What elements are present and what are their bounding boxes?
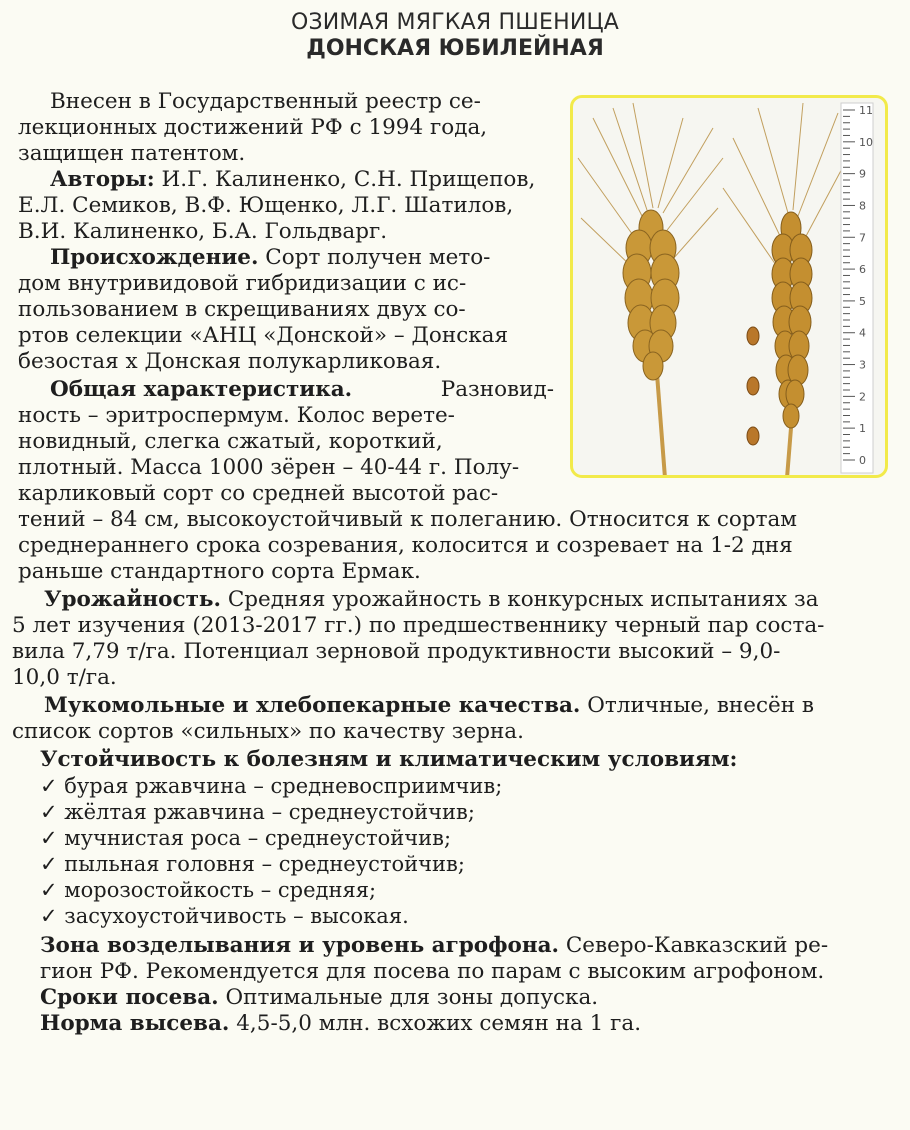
yield-line-4: 10,0 т/га. [12, 665, 117, 690]
intro-line-3: защищен патентом. [18, 141, 246, 166]
resistance-heading: Устойчивость к болезням и климатическим условиям: [40, 747, 738, 772]
resistance-item: ✓ пыльная головня – среднеустойчив; [40, 852, 465, 876]
zone-heading: Зона возделывания и уровень агрофона. [40, 933, 560, 958]
resistance-item: ✓ мучнистая роса – среднеустойчив; [40, 826, 452, 850]
wheat-photo [570, 95, 888, 478]
origin-line-4: ртов селекции «АНЦ «Донской» – Донская [18, 323, 509, 348]
wheat-ears-illustration [573, 98, 885, 475]
yield-line-1: Урожайность. Средняя урожайность в конкурсных испытаниях за [44, 587, 819, 612]
baking-line-2: список сортов «сильных» по качеству зерна. [12, 719, 524, 744]
sowing-time-heading: Сроки посева. [40, 985, 219, 1010]
resistance-item: ✓ бурая ржавчина – средневосприимчив; [40, 774, 503, 798]
general-heading: Общая характеристика. [50, 377, 353, 402]
general-line-6: тений – 84 см, высокоустойчивый к полеганию. Относится к сортам [18, 507, 798, 532]
yield-line-3: вила 7,79 т/га. Потенциал зерновой продуктивности высокий – 9,0- [12, 639, 781, 664]
ruler-label: 5 [859, 294, 866, 308]
intro-line-1: Внесен в Государственный реестр се- [50, 89, 481, 114]
sowing-rate-heading: Норма высева. [40, 1011, 230, 1036]
ruler-label: 8 [859, 199, 866, 213]
title-type: ОЗИМАЯ МЯГКАЯ ПШЕНИЦА [290, 10, 620, 35]
ruler-label: 2 [859, 390, 866, 404]
general-line-3: новидный, слегка сжатый, короткий, [18, 429, 443, 454]
general-line-5: карликовый сорт со средней высотой рас- [18, 481, 499, 506]
baking-heading: Мукомольные и хлебопекарные качества. [44, 693, 581, 718]
resistance-item: ✓ жёлтая ржавчина – среднеустойчив; [40, 800, 475, 824]
origin-heading: Происхождение. [50, 245, 259, 270]
authors-line-3: В.И. Калиненко, Б.А. Гольдварг. [18, 219, 388, 244]
general-line-2: ность – эритроспермум. Колос верете- [18, 403, 455, 428]
authors-line-2: Е.Л. Семиков, В.Ф. Ющенко, Л.Г. Шатилов, [18, 193, 514, 218]
yield-heading: Урожайность. [44, 587, 221, 612]
sowing-time: Сроки посева. Оптимальные для зоны допуска. [40, 985, 599, 1010]
zone-line-1: Зона возделывания и уровень агрофона. Северо-Кавказский ре- [40, 933, 829, 958]
yield-line-2: 5 лет изучения (2013-2017 гг.) по предшественнику черный пар соста- [12, 613, 825, 638]
ruler-label: 4 [859, 326, 866, 340]
ruler-label: 9 [859, 167, 866, 181]
ruler-label: 6 [859, 263, 866, 277]
origin-line-3: пользованием в скрещиваниях двух со- [18, 297, 466, 322]
sowing-rate: Норма высева. 4,5-5,0 млн. всхожих семян на 1 га. [40, 1011, 642, 1036]
general-line-4: плотный. Масса 1000 зёрен – 40-44 г. Полу- [18, 455, 520, 480]
origin-line-5: безостая х Донская полукарликовая. [18, 349, 442, 374]
authors-line-1: Авторы: И.Г. Калиненко, С.Н. Прищепов, [50, 167, 536, 192]
zone-line-2: гион РФ. Рекомендуется для посева по парам с высоким агрофоном. [40, 959, 825, 984]
intro-line-2: лекционных достижений РФ с 1994 года, [18, 115, 488, 140]
general-line-7: среднераннего срока созревания, колосится и созревает на 1-2 дня [18, 533, 793, 558]
ruler-label: 10 [859, 135, 873, 149]
general-line-1: Общая характеристика. Разновид- [50, 377, 554, 402]
ruler-label: 11 [859, 104, 873, 117]
ruler-label: 7 [859, 231, 866, 245]
resistance-item: ✓ засухоустойчивость – высокая. [40, 904, 409, 928]
origin-line-2: дом внутривидовой гибридизации с ис- [18, 271, 467, 296]
origin-line-1: Происхождение. Сорт получен мето- [50, 245, 491, 270]
ruler-label: 0 [859, 454, 866, 467]
general-line-8: раньше стандартного сорта Ермак. [18, 559, 421, 584]
title-variety: ДОНСКАЯ ЮБИЛЕЙНАЯ [306, 36, 604, 61]
authors-heading: Авторы: [50, 167, 155, 192]
ruler-label: 1 [859, 422, 866, 436]
ruler-label: 3 [859, 358, 866, 372]
baking-line-1: Мукомольные и хлебопекарные качества. Отличные, внесён в [44, 693, 815, 718]
resistance-item: ✓ морозостойкость – средняя; [40, 878, 377, 902]
